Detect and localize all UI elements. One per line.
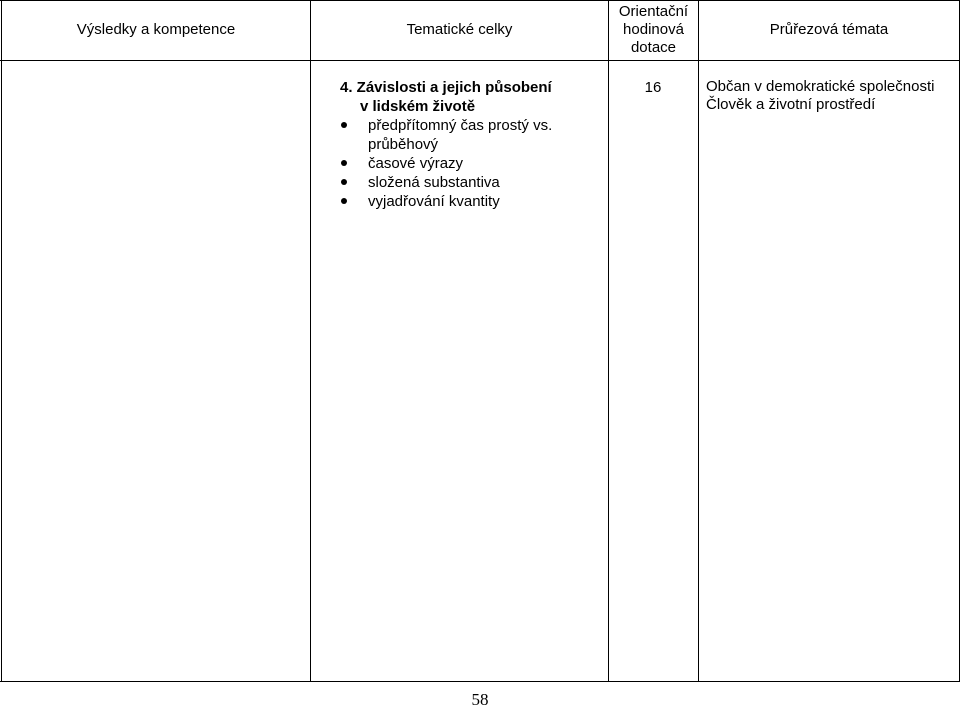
page-number: 58 [471, 690, 489, 709]
section-title-line: 4. Závislosti a jejich působení [340, 79, 552, 96]
list-item [340, 173, 605, 192]
bullet-icon [341, 122, 347, 128]
table-border-bottom [0, 681, 960, 682]
column-divider [310, 0, 311, 682]
section-title-line: v lidském životě [360, 98, 476, 115]
list-item [340, 154, 605, 173]
bullet-icon [341, 160, 347, 166]
header-hour-allocation-line: Orientační [618, 3, 689, 20]
topic-list [340, 116, 605, 211]
list-item [340, 116, 605, 154]
hour-count: 16 [644, 79, 662, 96]
list-item-text: vyjadřování kvantity [368, 193, 500, 210]
theme-item: Člověk a životní prostředí [706, 96, 876, 113]
column-divider [1, 0, 2, 682]
bullet-icon [341, 179, 347, 185]
theme-item: Občan v demokratické společnosti [706, 78, 935, 95]
header-hour-allocation [609, 0, 698, 60]
list-item-text: časové výrazy [368, 155, 464, 172]
section-title [340, 78, 600, 116]
header-hour-allocation-line: hodinová [623, 21, 684, 38]
header-separator [0, 60, 960, 61]
bullet-icon [341, 198, 347, 204]
list-item-text: složená substantiva [368, 174, 500, 191]
list-item-text: předpřítomný čas prostý vs. průběhový [368, 117, 553, 153]
header-thematic-units: Tematické celky [406, 21, 513, 38]
header-hour-allocation-line: dotace [630, 39, 677, 56]
column-divider [608, 0, 609, 682]
cross-curricular-themes-list [706, 78, 934, 114]
header-cross-curricular-themes: Průřezová témata [769, 21, 889, 38]
header-results-competences: Výsledky a kompetence [76, 21, 236, 38]
column-divider [698, 0, 699, 682]
list-item [340, 192, 605, 211]
